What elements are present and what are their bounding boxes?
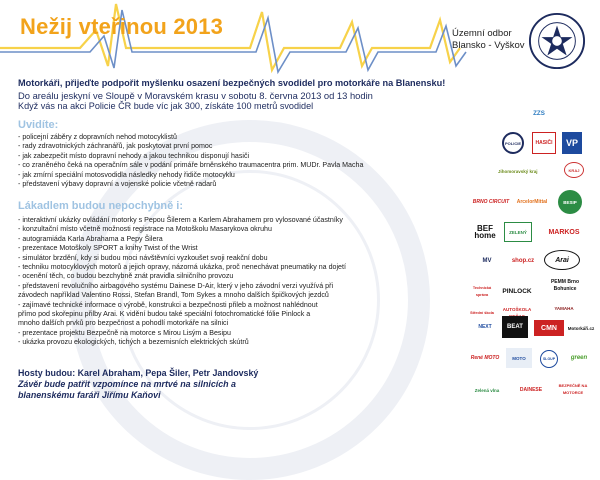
office-line-1: Územní odbor — [452, 28, 512, 39]
list-item: - ocenění těch, co budou bezchybně znát pravidla silničního provozu — [18, 272, 234, 281]
rene-moto-logo: René MOTO — [470, 354, 500, 361]
sponsor-logos — [470, 102, 598, 410]
list-item: závodech například Valentino Rossi, Stefan Brandl, Tom Sykes a mnoho dalších špičkových jezdců — [18, 291, 329, 300]
sloup-logo: SLOUP — [540, 350, 558, 368]
list-item: - jak zmírní speciální motosvodidla následky nehody řidiče motocyklu — [18, 170, 235, 179]
list-item: - simulátor brzdění, kdy si budou moci návštěvníci vyzkoušet svoji reakční dobu — [18, 253, 268, 262]
jihomoravsky-kraj-logo: Jihomoravský kraj — [498, 168, 538, 174]
list-item: mnoho dalších prvků pro bezpečnost a pohodlí motorkáře na silnici — [18, 319, 229, 328]
event-title: Nežij vteřinou 2013 — [20, 14, 224, 39]
zachranna-logo: ZZS — [533, 109, 545, 117]
mv-logo: MV — [482, 257, 492, 264]
next-logo: NEXT — [478, 323, 492, 330]
list-item: - představení výbavy dopravní a vojenské policie včetně radarů — [18, 180, 217, 189]
bef-home-logo: BEF home — [474, 224, 496, 240]
technicka-sprava-logo: Technická správa — [472, 286, 492, 297]
policie-logo: POLICIE — [502, 132, 524, 154]
list-item: - představení revolučního airbagového systému Dainese D-Air, který v jeho závodní verzi využívá při — [18, 281, 334, 290]
pemm-logo: PEMM Brno Bohunice — [550, 279, 580, 292]
section-heading-uvidite: Uvidíte: — [18, 119, 59, 131]
autoskola-necas-logo: AUTOŠKOLA — [502, 307, 532, 312]
arai-logo: Arai — [544, 250, 580, 270]
section-heading-lakadlem: Lákadlem budou nepochybně i: — [18, 200, 184, 212]
office-line-2: Blansko - Vyškov — [452, 40, 525, 51]
memorial-line-2: blanenskému faráři Jiřímu Kaňovi — [18, 390, 161, 400]
uvidite-list — [18, 133, 470, 189]
list-item: přímo pod skořepinu přilby Arai. K vidění budou také speciální fotochromatické fólie Pinlock a — [18, 310, 311, 319]
shop-logo: shop.cz — [511, 257, 535, 264]
police-badge-logo — [528, 12, 586, 70]
lakadlem-list — [18, 216, 470, 348]
hosts-line: Hosty budou: Karel Abraham, Pepa Šiler, Petr Jandovský — [18, 368, 259, 378]
besip-logo: BESIP — [558, 190, 582, 214]
list-item: - techniku motocyklových motorů a jejich opravy, názorná ukázka, proč nenechávat pneumatiky na dojetí — [18, 263, 346, 272]
beat-logo: BEAT — [502, 316, 528, 338]
bezpecne-na-motorce-logo: BEZPEČNĚ NA MOTORCE — [558, 383, 588, 395]
hasici-logo: HASIČI — [532, 132, 556, 154]
green-logo: green — [570, 354, 588, 361]
brno-circuit-logo: BRNO CIRCUIT — [472, 198, 510, 205]
zelena-vlna-logo: Zelená vlna — [474, 387, 500, 393]
memorial-line-1: Závěr bude patřit vzpomínce na mrtvé na silnicích a — [18, 379, 236, 389]
vp-logo: VP — [562, 132, 582, 154]
zeleny-logo: ZELENÝ — [504, 222, 532, 242]
list-item: - policejní záběry z dopravních nehod motocyklistů — [18, 133, 177, 141]
dainese-logo: DAINESE — [519, 386, 543, 393]
list-item: - rady zdravotnických záchranářů, jak poskytovat první pomoc — [18, 142, 213, 151]
moto-image-logo: MOTO — [506, 348, 532, 368]
list-item: - zajímavé technické informace o výrobě, konstrukci a bezpečnosti přileb a možnost nahlédnout — [18, 300, 318, 309]
list-item: - konzultační místo včetně možnosti registrace na Motoškolu Masarykova okruhu — [18, 225, 272, 234]
list-item: - ukázka provozu ekologických, tichých a bezemisních elektrických skútrů — [18, 338, 249, 347]
yamaha-logo: YAMAHA — [554, 305, 574, 311]
list-item: - prezentace projektu Bezpečně na motorce s Mirou Lisým a Besipu — [18, 328, 231, 337]
stredni-skola-logo: Střední škola — [470, 310, 494, 315]
list-item: - interaktivní ukázky ovládání motorky s Pepou Šilerem a Karlem Abrahamem pro vylosované účastníky — [18, 216, 343, 224]
territorial-office — [452, 28, 525, 52]
intro-block — [18, 78, 488, 113]
cmn-logo: CMN — [534, 320, 564, 336]
kraj-logo: KRAJ — [564, 162, 584, 178]
list-item: - autogramiáda Karla Abrahama a Pepy Šilera — [18, 234, 163, 243]
markos-logo: MARKOS — [548, 228, 580, 236]
list-item: - co zraněného čeká na operačním sále v podání primáře brněnského traumacentra prim. MUDr. Pavla Macha — [18, 161, 364, 170]
arcelormittal-logo: ArcelorMittal — [516, 198, 548, 205]
list-item: - jak zabezpečit místo dopravní nehody a jakou technikou disponují hasiči — [18, 151, 250, 160]
pinlock-logo: PINLOCK — [502, 287, 532, 295]
intro-invitation: Motorkáři, přijeďte podpořit myšlenku osazení bezpečných svodidel pro motorkáře na Blanensku! — [18, 78, 446, 88]
list-item: - prezentace Motoškoly SPORT a knihy Twist of the Wrist — [18, 244, 198, 253]
footer-block — [18, 368, 258, 401]
intro-venue: Do areálu jeskyní ve Sloupě v Moravském krasu v sobotu 8. června 2013 od 13 hodin — [18, 89, 373, 101]
motorkari-logo: Motorkáři.cz — [567, 325, 595, 331]
intro-reward: Když vás na akci Policie ČR bude víc jak 300, získáte 100 metrů svodidel — [18, 101, 314, 112]
